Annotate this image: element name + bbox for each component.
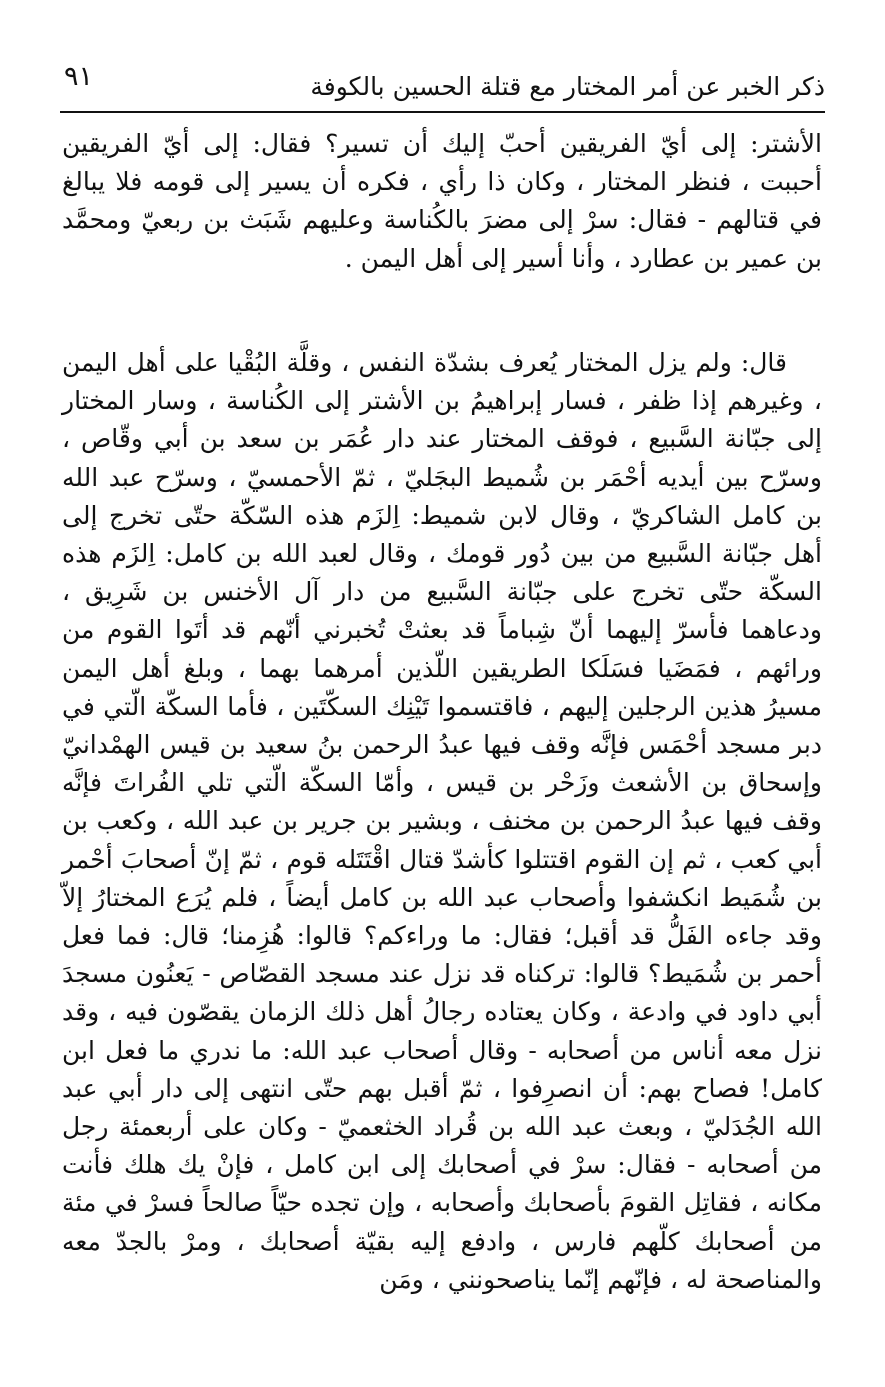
paragraph-text: قال: ولم يزل المختار يُعرف بشدّة النفس ، وقلَّة البُقْيا على أهل اليمن ، وغيرهم إذا ظفر ، فسار إبراهيمُ بن الأشتر إلى الكُناسة ، وسار المختار إلى جبّانة السَّبيع ، فوقف المختار عند دار عُمَر بن سعد بن أبي وقّاص ، وسرّح بين أيديه أحْمَر بن شُميط البجَليّ ، ثمّ الأحمسيّ ، وسرّح عبد الله بن كامل الشاكريّ ، وقال لابن شميط: اِلزَم هذه السّكّة حتّى تخرج إلى أهل جبّانة السَّبيع من بين دُور قومك ، وقال لعبد الله بن كامل: اِلزَم هذه السكّة حتّى تخرج على جبّانة السَّبيع من دار آل الأخنس بن شَرِيق ، ودعاهما فأسرّ إليهما أنّ شِباماً قد بعثتْ تُخبرني أنّهم قد أتَوا القوم من ورائهم ، فمَضَيا فسَلَكا الطريقين اللّذين أمرهما بهما ، وبلغ أهل اليمن مسيرُ هذين الرجلين إليهم ، فاقتسموا تَيْنِك السكّتَين ، فأما السكّة الّتي في دبر مسجد أحْمَس فإنَّه وقف فيها عبدُ الرحمن بنُ سعيد بن قيس الهمْدانيّ وإسحاق بن الأشعث وزَحْر بن قيس ، وأمّا السكّة الّتي تلي الفُراتَ فإنَّه وقف فيها عبدُ الرحمن بن مخنف ، وبشير بن جرير بن عبد الله ، وكعب بن أبي كعب ، ثم إن القوم اقتتلوا كأشدّ قتال اقْتَتَله قوم ، ثمّ إنّ أصحابَ أحْمر بن شُمَيط انكشفوا وأصحاب عبد الله بن كامل أيضاً ، فلم يُرَع المختارُ إلاّ وقد جاءه الفَلُّ قد أقبل؛ فقال: ما وراءكم؟ قالوا: هُزِمنا؛ قال: فما فعل أحمر بن شُمَيط؟ قالوا: تركناه قد نزل عند مسجد القصّاص - يَعنُون مسجدَ أبي داود في وادعة ، وكان يعتاده رجالُ أهل ذلك الزمان يقصّون فيه ، وقد نزل معه أناس من أصحابه - وقال أصحاب عبد الله: ما ندري ما فعل ابن كامل! فصاح بهم: أن انصرِفوا ، ثمّ أقبل بهم حتّى انتهى إلى دار أبي عبد الله الجُدَليّ ، وبعث عبد الله بن قُراد الخثعميّ - وكان على أربعمئة رجل من أصحابه - فقال: سرْ في أصحابك إلى ابن كامل ، فإنْ يك هلك فأنت مكانه ، فقاتِل القومَ بأصحابك وأصحابه ، وإن تجده حيّاً صالحاً فسرْ في مئة من أصحابك كلّهم فارس ، وادفع إليه بقيّة أصحابك ، ومرْ بالجدّ معه والمناصحة له ، فإنّهم إنّما يناصحونني ، ومَن xyxy=(62,348,822,1294)
chapter-title: ذكر الخبر عن أمر المختار مع قتلة الحسين بالكوفة xyxy=(310,72,825,101)
running-header xyxy=(60,58,825,110)
paragraph-text: الأشتر: إلى أيّ الفريقين أحبّ إليك أن تسير؟ فقال: إلى أيّ الفريقين أحببت ، فنظر المختار ، وكان ذا رأي ، فكره أن يسير إلى قومه فلا يبالغ في قتالهم - فقال: سرْ إلى مضرَ بالكُناسة وعليهم شَبَث بن ربعيّ ومحمَّد بن عمير بن عطارد ، وأنا أسير إلى أهل اليمن . xyxy=(62,129,822,273)
paragraph-1 xyxy=(62,125,822,278)
paragraph-2 xyxy=(62,344,822,1299)
header-divider xyxy=(60,111,825,113)
page-number: ٩١ xyxy=(64,61,94,92)
